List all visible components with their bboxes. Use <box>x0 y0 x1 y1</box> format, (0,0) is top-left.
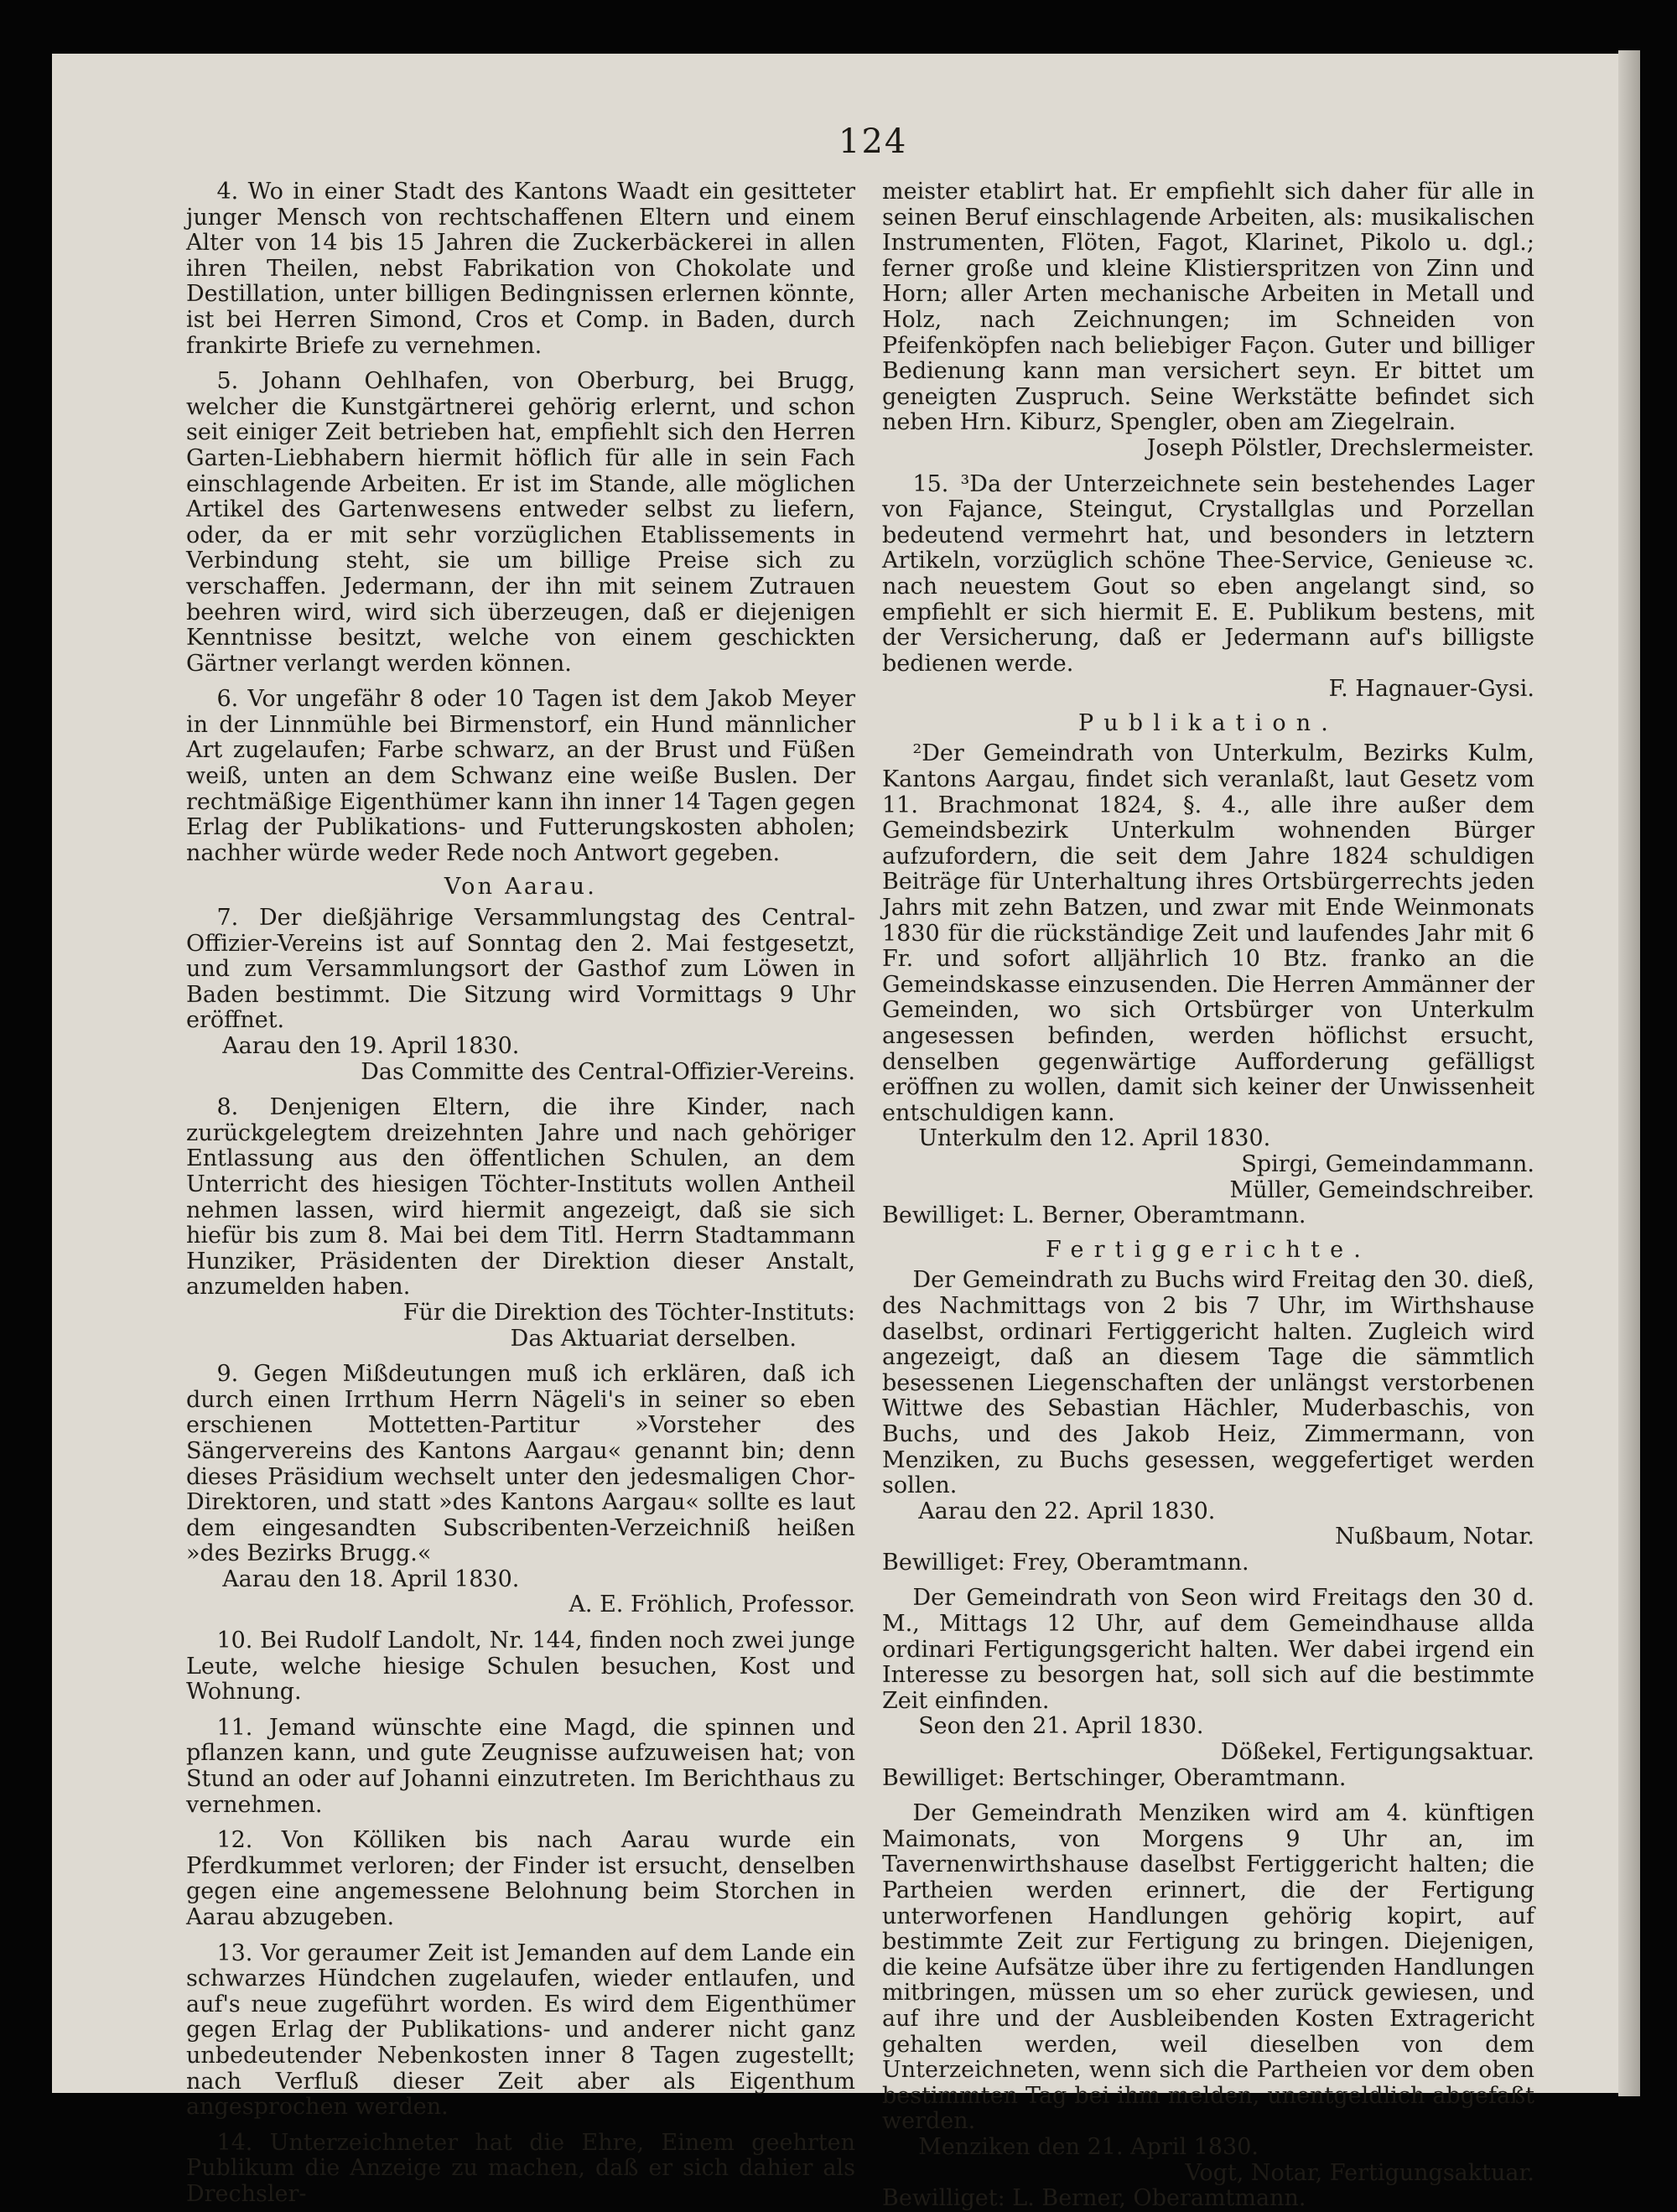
publication-date: Unterkulm den 12. April 1830. <box>918 1125 1271 1152</box>
court-notice-seon-signature: Dößekel, Fertigungsaktuar. <box>1220 1739 1534 1766</box>
notice-10: 10. Bei Rudolf Landolt, Nr. 144, finden noch zwei junge Leute, welche hiesige Schulen besuchen, Kost und Wohnung. <box>186 1628 855 1706</box>
notice-4: 4. Wo in einer Stadt des Kantons Waadt ein gesitteter junger Mensch von rechtschaffenen Eltern und einem Alter von 14 bis 15 Jahren die Zuckerbäckerei in allen ihren Theilen, nebst Fabrikation von Chokolate und Destillation, unter billigen Bedingnissen erlernen könnte, ist bei Herren Simond, Cros et Comp. in Baden, durch frankirte Briefe zu vernehmen. <box>186 179 855 359</box>
publication-unterkulm: ²Der Gemeindrath von Unterkulm, Bezirks Kulm, Kantons Aargau, findet sich veranlaßt, laut Gesetz vom 11. Brachmonat 1824, §. 4., alle ihre außer dem Gemeindsbezirk Unterkulm wohnenden Bürger aufzufordern, die seit dem Jahre 1824 schuldigen Beiträge für Unterhaltung ihres Ortsbürgerrechts jeden Jahrs mit zehn Batzen, und zwar mit Ende Weinmonats 1830 für die rückständige Zeit und laufendes Jahr mit 6 Fr. und sofort alljährlich 10 Btz. franko an die Gemeindskasse einzusenden. Die Herren Ammänner der Gemeinden, wo sich Ortsbürger von Unterkulm angesessen befinden, werden höflichst ersucht, denselben gegenwärtige Aufforderung gefälligst eröffnen zu wollen, damit sich keiner der Unwissenheit entschuldigen kann. <box>882 740 1534 1126</box>
section-heading-publikation: Publikation. <box>1077 709 1339 736</box>
notice-6: 6. Vor ungefähr 8 oder 10 Tagen ist dem Jakob Meyer in der Linnmühle bei Birmenstorf, ein Hund männlicher Art zugelaufen; Farbe schwarz, an der Brust und Füßen weiß, unten an dem Schwanz eine weiße Buslen. Der rechtmäßige Eigenthümer kann ihn inner 14 Tagen gegen Erlag der Publikations- und Futterungskosten abholen; nachher würde weder Rede noch Antwort gegeben. <box>186 686 855 866</box>
notice-15: 15. ³Da der Unterzeichnete sein bestehendes Lager von Fajance, Steingut, Crystallglas und Porzellan bedeutend vermehrt hat, und besonders in letztern Artikeln, vorzüglich schöne Thee-Service, Genieuse ꝛc. nach neuestem Gout so eben angelangt sind, so empfiehlt er sich hiermit E. E. Publikum bestens, mit der Versicherung, daß er Jedermann auf's billigste bedienen werde. <box>882 470 1534 677</box>
notice-14-continued: meister etablirt hat. Er empfiehlt sich daher für alle in seinen Beruf einschlagende Arbeiten, als: musikalischen Instrumenten, Flöten, Fagot, Klarinet, Pikolo u. dgl.; ferner große und kleine Klistierspritzen von Zinn und Horn; aller Arten mechanische Arbeiten in Metall und Holz, nach Zeichnungen; im Schneiden von Pfeifenköpfen nach beliebiger Façon. Guter und billiger Bedienung kann man versichert seyn. Er bittet um geneigten Zuspruch. Seine Werkstätte befindet sich neben Hrn. Kiburz, Spengler, oben am Ziegelrain. <box>882 179 1534 436</box>
publication-signature-1: Spirgi, Gemeindammann. <box>1241 1150 1534 1177</box>
notice-8: 8. Denjenigen Eltern, die ihre Kinder, nach zurückgelegtem dreizehnten Jahre und nach gehöriger Entlassung aus den öffentlichen Schulen, an dem Unterricht des hiesigen Töchter-Instituts wollen Antheil nehmen lassen, wird hiermit angezeigt, daß sie sich hiefür bis zum 8. Mai bei dem Titl. Herrn Stadtammann Hunziker, Präsidenten der Direktion dieser Anstalt, anzumelden haben. <box>186 1094 855 1301</box>
court-notice-menziken-signature: Vogt, Notar, Fertigungsaktuar. <box>1185 2159 1534 2186</box>
publication-signature-2: Müller, Gemeindschreiber. <box>1229 1176 1534 1203</box>
notice-8-signature-1: Für die Direktion des Töchter-Instituts: <box>402 1299 855 1326</box>
court-notice-buchs: Der Gemeindrath zu Buchs wird Freitag den 30. dieß, des Nachmittags von 2 bis 7 Uhr, im Wirthshause daselbst, ordinari Fertiggericht halten. Zugleich wird angezeigt, daß an diesem Tage die sämmtlich besessenen Liegenschaften der unlängst verstorbenen Wittwe des Sebastian Hächler, Muderbaschis, von Buchs, und des Jakob Heiz, Zimmermann, von Menziken, zu Buchs gesessen, weggefertiget werden sollen. <box>882 1267 1534 1499</box>
court-notice-buchs-date: Aarau den 22. April 1830. <box>918 1498 1216 1524</box>
page-edge <box>1618 50 1640 2096</box>
notice-8-signature-2: Das Aktuariat derselben. <box>510 1325 797 1352</box>
notice-11: 11. Jemand wünschte eine Magd, die spinnen und pflanzen kann, und gute Zeugnisse aufzuweisen hat; von Stund an oder auf Johanni einzutreten. Im Berichthaus zu vernehmen. <box>186 1714 855 1818</box>
notice-9: 9. Gegen Mißdeutungen muß ich erklären, daß ich durch einen Irrthum Herrn Nägeli's in seiner so eben erschienen Mottetten-Partitur »Vorsteher des Sängervereins des Kantons Aargau« genannt bin; denn dieses Präsidium wechselt unter den jedesmaligen Chor-Direktoren, und statt »des Kantons Aargau« sollte es laut dem eingesandten Subscribenten-Verzeichniß heißen »des Bezirks Brugg.« <box>186 1361 855 1567</box>
notice-13: 13. Vor geraumer Zeit ist Jemanden auf dem Lande ein schwarzes Hündchen zugelaufen, wieder entlaufen, und auf's neue zugeführt worden. Es wird dem Eigenthümer gegen Erlag der Publikations- und anderer nicht ganz unbedeutender Nebenkosten inner 8 Tagen zugestellt; nach Verfluß dieser Zeit aber als Eigenthum angesprochen werden. <box>186 1939 855 2121</box>
court-notice-menziken-date: Menziken den 21. April 1830. <box>918 2133 1259 2160</box>
notice-9-date: Aarau den 18. April 1830. <box>222 1566 520 1592</box>
section-heading-aarau: Von Aarau. <box>444 874 598 901</box>
notice-7-date: Aarau den 19. April 1830. <box>222 1033 520 1059</box>
court-notice-buchs-signature: Nußbaum, Notar. <box>1335 1524 1534 1550</box>
notice-14-start: 14. Unterzeichneter hat die Ehre, Einem geehrten Publikum die Anzeige zu machen, daß er sich dahier als Drechsler- <box>186 2129 855 2207</box>
notice-15-signature: F. Hagnauer-Gysi. <box>1328 676 1534 703</box>
notice-7-signature: Das Committe des Central-Offizier-Vereins. <box>361 1058 855 1085</box>
page-number: 124 <box>838 122 908 161</box>
notice-5: 5. Johann Oehlhafen, von Oberburg, bei Brugg, welcher die Kunstgärtnerei gehörig erlernt, und schon seit einiger Zeit betrieben hat, empfiehlt sich den Herren Garten-Liebhabern hiermit höflich für alle in sein Fach einschlagende Arbeiten. Er ist im Stande, alle möglichen Artikel des Gartenwesens entweder selbst zu liefern, oder, da er mit sehr vorzüglichen Etablissements in Verbindung steht, sie um billige Preise sich zu verschaffen. Jedermann, der ihn mit seinem Zutrauen beehren wird, wird sich überzeugen, daß er diejenigen Kenntnisse besitzt, welche von einem geschickten Gärtner verlangt werden können. <box>186 368 855 677</box>
notice-14-signature: Joseph Pölstler, Drechslermeister. <box>1146 434 1534 461</box>
left-column <box>186 179 855 2208</box>
court-notice-buchs-approval: Bewilliget: Frey, Oberamtmann. <box>882 1549 1249 1576</box>
notice-7: 7. Der dießjährige Versammlungstag des Central-Offizier-Vereins ist auf Sonntag den 2. Mai festgesetzt, und zum Versammlungsort der Gasthof zum Löwen in Baden bestimmt. Die Sitzung wird Vormittags 9 Uhr eröffnet. <box>186 905 855 1034</box>
court-notice-seon-date: Seon den 21. April 1830. <box>918 1713 1204 1740</box>
section-heading-fertiggerichte: Fertiggerichte. <box>1046 1236 1371 1263</box>
court-notice-menziken: Der Gemeindrath Menziken wird am 4. künftigen Maimonats, von Morgens 9 Uhr an, im Tavernenwirthshause daselbst Fertiggericht halten; die Partheien werden erinnert, die der Fertigung unterworfenen Handlungen gehörig kopirt, auf bestimmte Zeit zur Fertigung zu bringen. Diejenigen, die keine Aufsätze über ihre zu fertigenden Handlungen mitbringen, müssen um so eher zurück gewiesen, und auf ihre und der Ausbleibenden Kosten Extragericht gehalten werden, weil dieselben von dem Unterzeichneten, wenn sich die Partheien vor dem oben bestimmten Tag bei ihm melden, unentgeldlich abgefaßt werden. <box>882 1800 1534 2135</box>
right-column <box>882 179 1534 2212</box>
court-notice-seon-approval: Bewilliget: Bertschinger, Oberamtmann. <box>882 1764 1347 1791</box>
publication-approval: Bewilliget: L. Berner, Oberamtmann. <box>882 1202 1306 1229</box>
notice-12: 12. Von Kölliken bis nach Aarau wurde ein Pferdkummet verloren; der Finder ist ersucht, denselben gegen eine angemessene Belohnung beim Storchen in Aarau abzugeben. <box>186 1827 855 1930</box>
notice-9-signature: A. E. Fröhlich, Professor. <box>569 1591 855 1618</box>
court-notice-seon: Der Gemeindrath von Seon wird Freitags den 30 d. M., Mittags 12 Uhr, auf dem Gemeindhause allda ordinari Fertigungsgericht halten. Wer dabei irgend ein Interesse zu besorgen hat, soll sich auf die bestimmte Zeit einfinden. <box>882 1585 1534 1714</box>
court-notice-menziken-approval: Bewilliget: L. Berner, Oberamtmann. <box>882 2185 1306 2212</box>
